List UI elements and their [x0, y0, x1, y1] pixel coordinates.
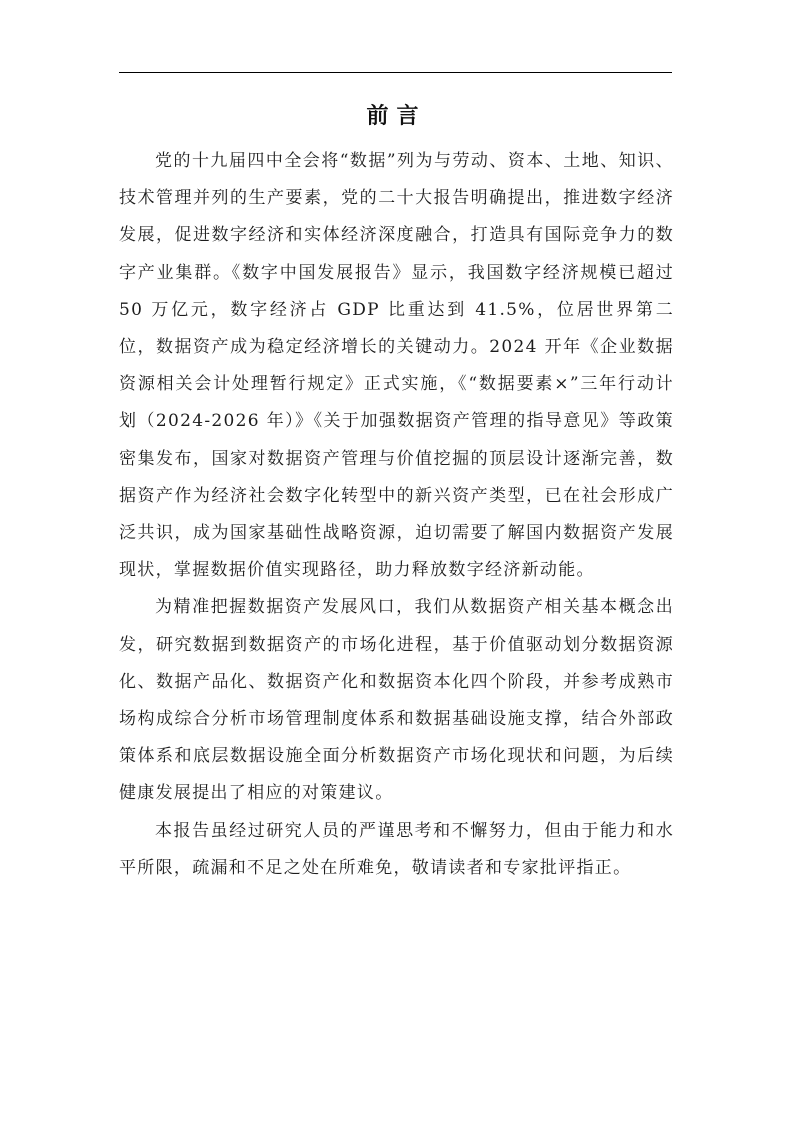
header-rule [119, 72, 672, 73]
paragraph-3: 本报告虽经过研究人员的严谨思考和不懈努力，但由于能力和水平所限，疏漏和不足之处在所难免，敬请读者和专家批评指正。 [119, 820, 674, 878]
body-text [119, 143, 674, 887]
paragraph-1: 党的十九届四中全会将“数据”列为与劳动、资本、土地、知识、技术管理并列的生产要素，党的二十大报告明确提出，推进数字经济发展，促进数字经济和实体经济深度融合，打造具有国际竞争力的数字产业集群。《数字中国发展报告》显示，我国数字经济规模已超过 50 万亿元，数字经济占 GDP 比重达到 41.5%，位居世界第二位，数据资产成为稳定经济增长的关键动力。2024 开年《企业数据资源相关会计处理暂行规定》正式实施，《“数据要素×”三年行动计划（2024-2026 年）》《关于加强数据资产管理的指导意见》等政策密集发布，国家对数据资产管理与价值挖掘的顶层设计逐渐完善，数据资产作为经济社会数字化转型中的新兴资产类型，已在社会形成广泛共识，成为国家基础性战略资源，迫切需要了解国内数据资产发展现状，掌握数据价值实现路径，助力释放数字经济新动能。 [119, 151, 674, 581]
page-title: 前言 [366, 104, 427, 129]
paragraph-2: 为精准把握数据资产发展风口，我们从数据资产相关基本概念出发，研究数据到数据资产的市场化进程，基于价值驱动划分数据资源化、数据产品化、数据资产化和数据资本化四个阶段，并参考成熟市场构成综合分析市场管理制度体系和数据基础设施支撑，结合外部政策体系和底层数据设施全面分析数据资产市场化现状和问题，为后续健康发展提出了相应的对策建议。 [119, 597, 674, 804]
